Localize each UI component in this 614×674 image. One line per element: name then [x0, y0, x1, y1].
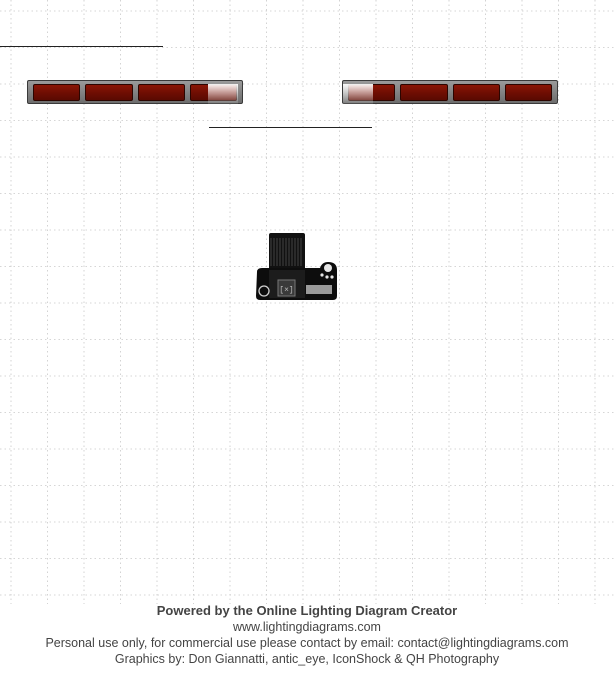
viewfinder-mark: [×] — [279, 286, 294, 295]
light-panel — [348, 84, 395, 101]
light-panel — [138, 84, 185, 101]
credits-footer — [0, 603, 614, 667]
light-panel — [400, 84, 447, 101]
control-button — [330, 275, 333, 278]
strip-light-left[interactable] — [27, 80, 243, 104]
light-panel — [505, 84, 552, 101]
light-panel — [190, 84, 237, 101]
site-url[interactable]: www.lightingdiagrams.com — [233, 620, 381, 634]
divider-line-center — [209, 127, 372, 128]
lcd-panel — [306, 285, 332, 294]
powered-by-text: Powered by the Online Lighting Diagram Creator — [156, 603, 458, 618]
control-button — [325, 275, 328, 278]
license-text: Personal use only, for commercial use please contact by email: contact@lightingdiagrams.com — [45, 636, 569, 650]
camera-icon[interactable] — [254, 230, 340, 302]
light-panel — [85, 84, 132, 101]
strip-light-right[interactable] — [342, 80, 558, 104]
shutter-button — [324, 264, 332, 272]
divider-line-top-left — [0, 46, 163, 47]
control-button — [320, 273, 323, 276]
graphics-credits: Graphics by: Don Giannatti, antic_eye, IconShock & QH Photography — [114, 652, 500, 666]
light-panel — [33, 84, 80, 101]
light-panel — [453, 84, 500, 101]
